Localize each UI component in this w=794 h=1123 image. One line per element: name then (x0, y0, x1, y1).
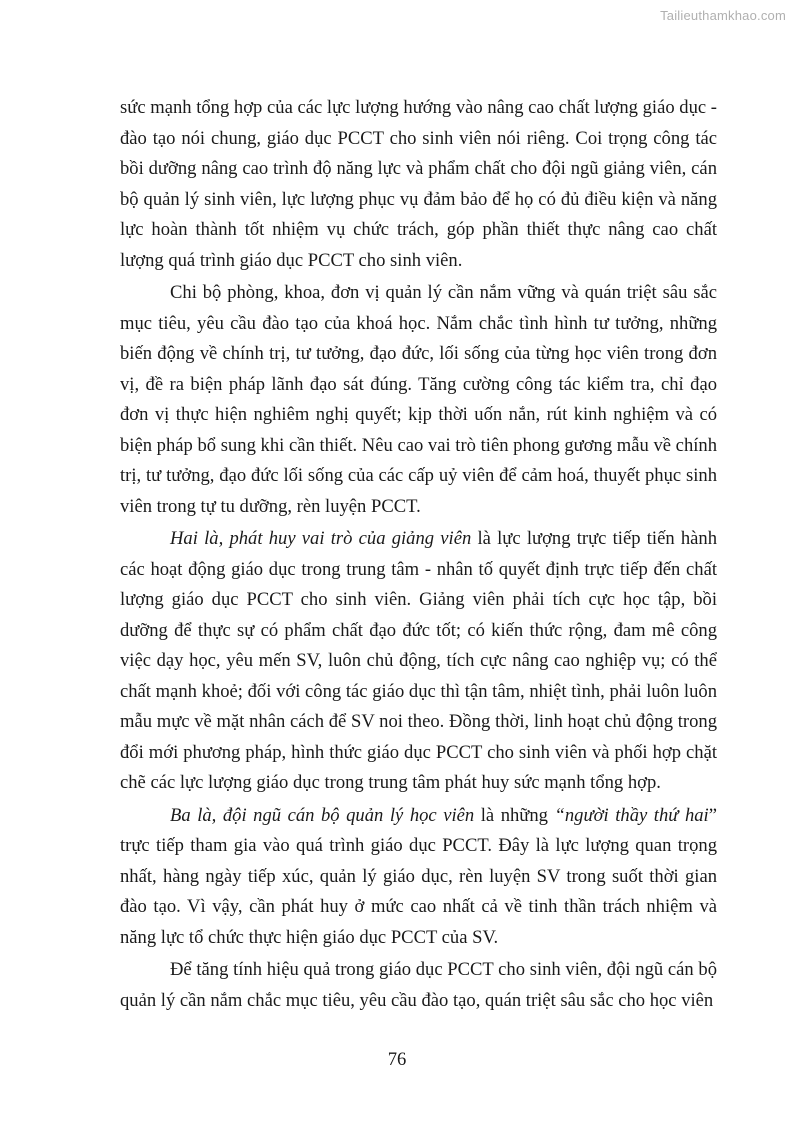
watermark: Tailieuthamkhao.com (660, 8, 786, 23)
paragraph-3-lead: Hai là, phát huy vai trò của giảng viên (170, 528, 472, 549)
paragraph-4-mid: là những (474, 804, 555, 826)
page-number: 76 (387, 1049, 407, 1070)
paragraph-4-lead: Ba là, đội ngũ cán bộ quản lý học viên (170, 804, 475, 826)
paragraph-4-text: ” trực tiếp tham gia vào quá trình giáo dục PCCT. Đây là lực lượng quan trọng nhất, hàng ngày tiếp xúc, quản lý giáo dục, rèn luyện SV trong suốt thời gian đào tạo. Vì vậy, cần phát huy ở mức cao nhất cả về tinh thần trách nhiệm và năng lực tổ chức thực hiện giáo dục PCCT của SV. (120, 804, 717, 948)
paragraph-5: Để tăng tính hiệu quả trong giáo dục PCCT cho sinh viên, đội ngũ cán bộ quản lý cần nắm chắc mục tiêu, yêu cầu đào tạo, quán triệt sâu sắc cho học viên (120, 959, 717, 1011)
page-body (120, 93, 717, 1016)
paragraph-1: sức mạnh tổng hợp của các lực lượng hướng vào nâng cao chất lượng giáo dục - đào tạo nói chung, giáo dục PCCT cho sinh viên nói riêng. Coi trọng công tác bồi dưỡng nâng cao trình độ năng lực và phẩm chất cho đội ngũ giảng viên, cán bộ quản lý sinh viên, lực lượng phục vụ đảm bảo để họ có đủ điều kiện và năng lực hoàn thành tốt nhiệm vụ chức trách, góp phần thiết thực nâng cao chất lượng quá trình giáo dục PCCT cho sinh viên. (120, 97, 717, 271)
paragraph-3 (120, 524, 717, 799)
paragraph-4 (120, 801, 717, 954)
paragraph-2: Chi bộ phòng, khoa, đơn vị quản lý cần nắm vững và quán triệt sâu sắc mục tiêu, yêu cầu đào tạo của khoá học. Nắm chắc tình hình tư tưởng, những biến động về chính trị, tư tưởng, đạo đức, lối sống của từng học viên trong đơn vị, đề ra biện pháp lãnh đạo sát đúng. Tăng cường công tác kiểm tra, chỉ đạo đơn vị thực hiện nghiêm nghị quyết; kịp thời uốn nắn, rút kinh nghiệm và có biện pháp bổ sung khi cần thiết. Nêu cao vai trò tiên phong gương mẫu về chính trị, tư tưởng, đạo đức lối sống của các cấp uỷ viên để cảm hoá, thuyết phục sinh viên trong tự tu dưỡng, rèn luyện PCCT. (120, 282, 717, 517)
paragraph-4-quote: “người thầy thứ hai (554, 804, 709, 826)
paragraph-3-text: là lực lượng trực tiếp tiến hành các hoạt động giáo dục trong trung tâm - nhân tố quyết định trực tiếp đến chất lượng giáo dục PCCT cho sinh viên. Giảng viên phải tích cực học tập, bồi dưỡng để thực sự có phẩm chất đạo đức tốt; có kiến thức rộng, đam mê công việc dạy học, yêu mến SV, luôn chủ động, tích cực nâng cao nghiệp vụ; có thể chất mạnh khoẻ; đối với công tác giáo dục thì tận tâm, nhiệt tình, phải luôn luôn mẫu mực về mặt nhân cách để SV noi theo. Đồng thời, linh hoạt chủ động trong đổi mới phương pháp, hình thức giáo dục PCCT cho sinh viên và phối hợp chặt chẽ các lực lượng giáo dục trong trung tâm phát huy sức mạnh tổng hợp. (120, 528, 717, 793)
